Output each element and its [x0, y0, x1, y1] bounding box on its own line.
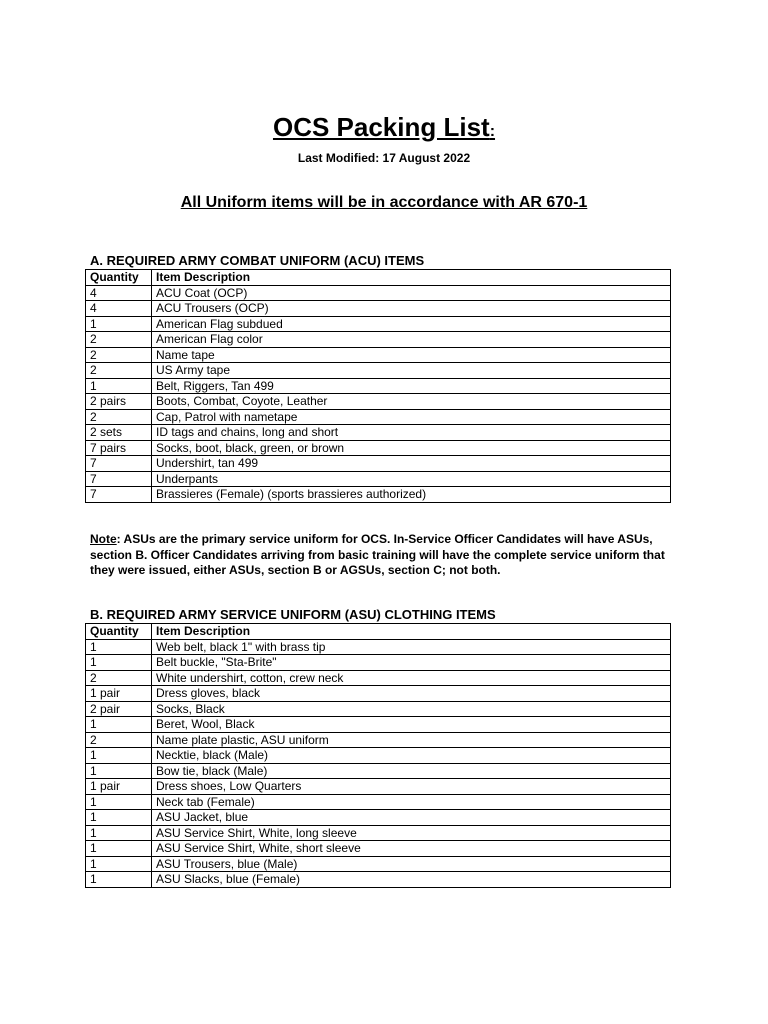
table-row	[86, 409, 671, 425]
quantity-cell: 2	[86, 670, 152, 686]
item-description-cell: Belt buckle, "Sta-Brite"	[152, 655, 671, 671]
table-row	[86, 285, 671, 301]
last-modified: Last Modified: 17 August 2022	[297, 151, 471, 165]
page-title-suffix: :	[489, 123, 496, 140]
quantity-cell: 1	[86, 794, 152, 810]
acu-items-table	[85, 269, 671, 503]
table-row	[86, 425, 671, 441]
table-row	[86, 655, 671, 671]
table-row	[86, 779, 671, 795]
quantity-cell: 2 pair	[86, 701, 152, 717]
quantity-cell: 2	[86, 363, 152, 379]
uniform-regulation-notice: All Uniform items will be in accordance with AR 670-1	[180, 194, 588, 211]
table-row	[86, 717, 671, 733]
item-description-cell: Beret, Wool, Black	[152, 717, 671, 733]
table-row	[86, 872, 671, 888]
item-description-cell: ASU Service Shirt, White, short sleeve	[152, 841, 671, 857]
item-description-cell: Cap, Patrol with nametape	[152, 409, 671, 425]
table-row	[86, 732, 671, 748]
item-description-cell: ACU Coat (OCP)	[152, 285, 671, 301]
acu-items-body	[86, 285, 671, 502]
item-description-cell: ASU Slacks, blue (Female)	[152, 872, 671, 888]
quantity-cell: 2	[86, 732, 152, 748]
item-description-column-header: Item Description	[152, 624, 671, 640]
item-description-cell: Name tape	[152, 347, 671, 363]
item-description-column-header: Item Description	[152, 270, 671, 286]
table-row	[86, 763, 671, 779]
quantity-cell: 1	[86, 316, 152, 332]
table-row	[86, 841, 671, 857]
quantity-cell: 7	[86, 456, 152, 472]
item-description-cell: US Army tape	[152, 363, 671, 379]
table-row	[86, 316, 671, 332]
item-description-cell: Boots, Combat, Coyote, Leather	[152, 394, 671, 410]
item-description-cell: ASU Service Shirt, White, long sleeve	[152, 825, 671, 841]
item-description-cell: Brassieres (Female) (sports brassieres authorized)	[152, 487, 671, 503]
table-row	[86, 825, 671, 841]
quantity-cell: 4	[86, 301, 152, 317]
table-row	[86, 686, 671, 702]
item-description-cell: Belt, Riggers, Tan 499	[152, 378, 671, 394]
note-paragraph	[90, 532, 680, 579]
page-title-text: OCS Packing List	[272, 112, 490, 142]
quantity-cell: 1	[86, 378, 152, 394]
asu-items-table	[85, 623, 671, 888]
table-row	[86, 487, 671, 503]
item-description-cell: Web belt, black 1" with brass tip	[152, 639, 671, 655]
quantity-cell: 2	[86, 409, 152, 425]
quantity-column-header: Quantity	[86, 624, 152, 640]
section-b-heading: B. REQUIRED ARMY SERVICE UNIFORM (ASU) CLOTHING ITEMS	[90, 607, 496, 622]
note-label: Note	[90, 532, 117, 546]
item-description-cell: Neck tab (Female)	[152, 794, 671, 810]
table-row	[86, 332, 671, 348]
item-description-cell: White undershirt, cotton, crew neck	[152, 670, 671, 686]
table-header-row	[86, 624, 671, 640]
table-row	[86, 440, 671, 456]
quantity-cell: 2	[86, 332, 152, 348]
quantity-cell: 1	[86, 748, 152, 764]
quantity-cell: 7 pairs	[86, 440, 152, 456]
table-row	[86, 701, 671, 717]
quantity-cell: 1	[86, 872, 152, 888]
item-description-cell: ASU Jacket, blue	[152, 810, 671, 826]
table-row	[86, 347, 671, 363]
table-row	[86, 856, 671, 872]
page-title	[0, 112, 768, 143]
quantity-cell: 7	[86, 487, 152, 503]
quantity-cell: 4	[86, 285, 152, 301]
table-row	[86, 378, 671, 394]
item-description-cell: American Flag subdued	[152, 316, 671, 332]
quantity-cell: 1	[86, 763, 152, 779]
table-header-row	[86, 270, 671, 286]
asu-items-body	[86, 639, 671, 887]
item-description-cell: Name plate plastic, ASU uniform	[152, 732, 671, 748]
item-description-cell: Dress gloves, black	[152, 686, 671, 702]
table-row	[86, 394, 671, 410]
item-description-cell: Socks, Black	[152, 701, 671, 717]
table-row	[86, 639, 671, 655]
quantity-cell: 1	[86, 841, 152, 857]
quantity-cell: 1	[86, 856, 152, 872]
table-row	[86, 471, 671, 487]
table-row	[86, 748, 671, 764]
quantity-column-header: Quantity	[86, 270, 152, 286]
item-description-cell: Socks, boot, black, green, or brown	[152, 440, 671, 456]
item-description-cell: Undershirt, tan 499	[152, 456, 671, 472]
quantity-cell: 7	[86, 471, 152, 487]
quantity-cell: 1 pair	[86, 686, 152, 702]
table-row	[86, 794, 671, 810]
item-description-cell: American Flag color	[152, 332, 671, 348]
quantity-cell: 1	[86, 717, 152, 733]
table-row	[86, 363, 671, 379]
item-description-cell: Necktie, black (Male)	[152, 748, 671, 764]
quantity-cell: 2 pairs	[86, 394, 152, 410]
note-text: : ASUs are the primary service uniform for OCS. In-Service Officer Candidates will have ASUs, section B. Officer Candidates arriving from basic training will have the complete service uniform that they were issued, either ASUs, section B or AGSUs, section C; not both.	[90, 532, 665, 577]
item-description-cell: Underpants	[152, 471, 671, 487]
quantity-cell: 1	[86, 639, 152, 655]
section-a-heading: A. REQUIRED ARMY COMBAT UNIFORM (ACU) ITEMS	[90, 253, 425, 268]
table-row	[86, 456, 671, 472]
table-row	[86, 810, 671, 826]
quantity-cell: 2	[86, 347, 152, 363]
item-description-cell: ASU Trousers, blue (Male)	[152, 856, 671, 872]
item-description-cell: ID tags and chains, long and short	[152, 425, 671, 441]
table-row	[86, 301, 671, 317]
quantity-cell: 1 pair	[86, 779, 152, 795]
item-description-cell: Dress shoes, Low Quarters	[152, 779, 671, 795]
table-row	[86, 670, 671, 686]
quantity-cell: 1	[86, 825, 152, 841]
item-description-cell: ACU Trousers (OCP)	[152, 301, 671, 317]
quantity-cell: 1	[86, 810, 152, 826]
item-description-cell: Bow tie, black (Male)	[152, 763, 671, 779]
quantity-cell: 1	[86, 655, 152, 671]
quantity-cell: 2 sets	[86, 425, 152, 441]
